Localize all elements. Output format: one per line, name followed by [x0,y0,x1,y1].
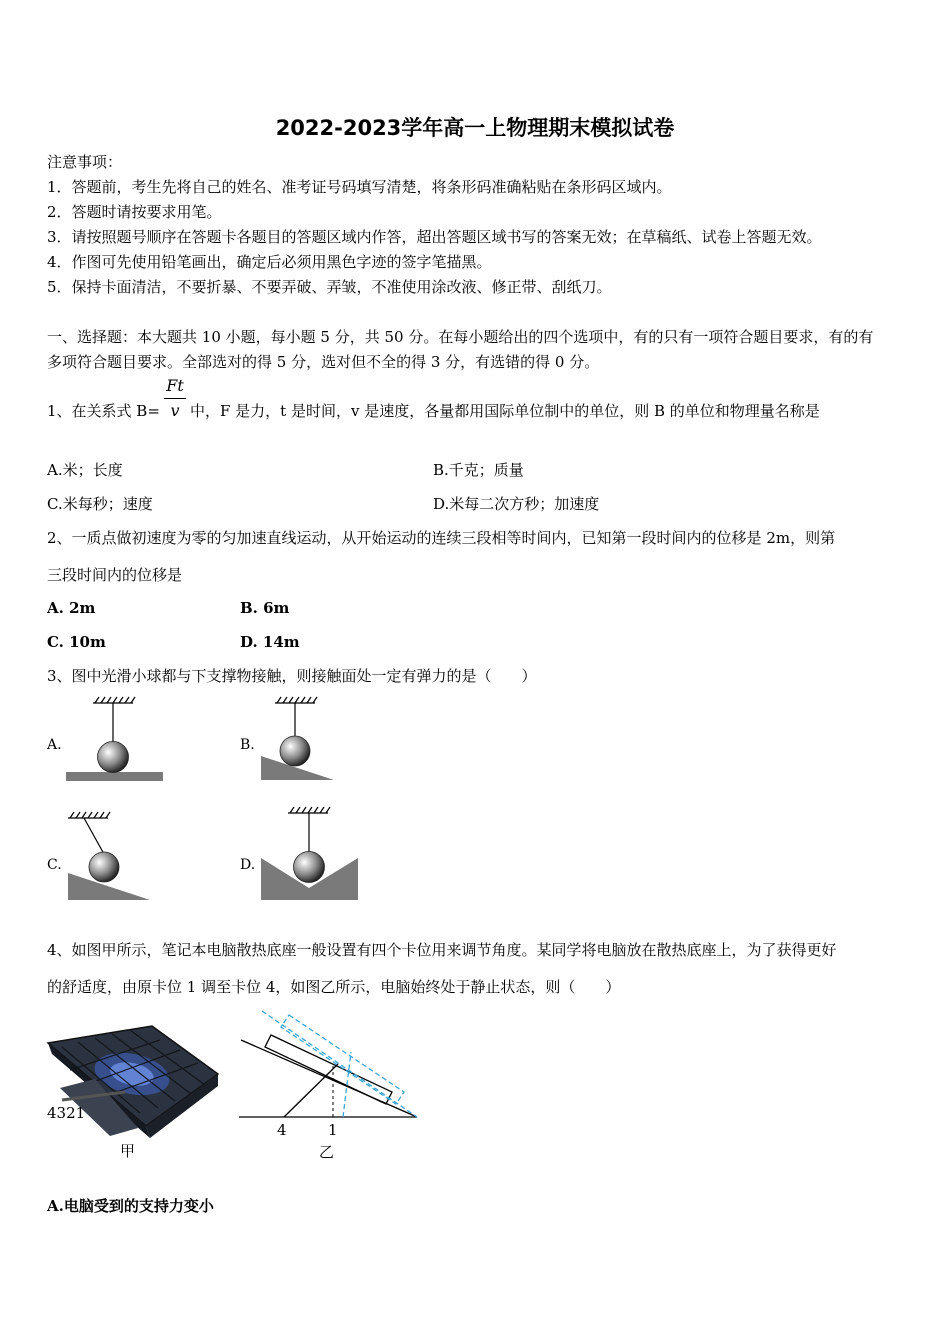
q1-prefix: 1、在关系式 B= [47,402,160,420]
q3-label-d: D. [240,857,256,873]
q3-stem: 3、图中光滑小球都与下支撑物接触，则接触面处一定有弹力的是（ ） [47,667,537,685]
figure-yi-caption: 乙 [319,1143,335,1161]
q1-fraction-denominator: v [170,401,180,420]
figure-jia-slot-numbers: 4321 [47,1104,86,1122]
q3-label-b: B. [240,737,255,753]
figure-yi-mark-4: 4 [277,1121,287,1139]
q2-stem-line2: 三段时间内的位移是 [47,566,183,584]
page-title: 2022-2023学年高一上物理期末模拟试卷 [275,116,675,140]
figure-jia-caption: 甲 [120,1142,136,1160]
notice-item-5: 5．保持卡面清洁，不要折暴、不要弄破、弄皱，不准使用涂改液、修正带、刮纸刀。 [47,278,612,296]
q1-option-a: A.米；长度 [47,461,123,479]
notice-item-4: 4．作图可先使用铅笔画出，确定后必须用黑色字迹的签字笔描黑。 [47,253,492,271]
q1-suffix: 中，F 是力，t 是时间，v 是速度，各量都用国际单位制中的单位，则 B 的单位和物理量名称是 [190,402,820,420]
q2-option-b: B. 6m [240,599,290,617]
q3-label-c: C. [47,857,62,873]
figure-yi-diagram [239,1011,417,1117]
section-intro-line2: 多项符合题目要求。全部选对的得 5 分，选对但不全的得 3 分，有选错的得 0 分。 [47,353,600,371]
notice-item-2: 2．答题时请按要求用笔。 [47,203,222,221]
figure-yi-mark-1: 1 [328,1121,338,1139]
q3-label-a: A. [47,737,62,753]
notice-item-3: 3．请按照题号顺序在答题卡各题目的答题区域内作答，超出答题区域书写的答案无效；在草稿纸、试卷上答题无效。 [47,228,822,246]
q2-option-c: C. 10m [47,633,106,651]
q2-option-a: A. 2m [47,599,96,617]
q1-option-c: C.米每秒；速度 [47,495,153,513]
q1-option-d: D.米每二次方秒；加速度 [433,495,600,513]
q4-stem-line1: 4、如图甲所示，笔记本电脑散热底座一般设置有四个卡位用来调节角度。某同学将电脑放在散热底座上，为了获得更好 [47,941,837,959]
q2-option-d: D. 14m [240,633,300,651]
q1-option-b: B.千克；质量 [433,461,524,479]
section-intro-line1: 一、选择题：本大题共 10 小题，每小题 5 分，共 50 分。在每小题给出的四个选项中，有的只有一项符合题目要求，有的有 [47,328,874,346]
q2-stem-line1: 2、一质点做初速度为零的匀加速直线运动，从开始运动的连续三段相等时间内，已知第一段时间内的位移是 2m，则第 [47,529,836,547]
q4-stem-line2: 的舒适度，由原卡位 1 调至卡位 4，如图乙所示，电脑始终处于静止状态，则（ ） [47,978,621,996]
notice-heading: 注意事项： [47,153,123,171]
q1-fraction-numerator: Ft [166,376,184,395]
notice-item-1: 1．答题前，考生先将自己的姓名、准考证号码填写清楚，将条形码准确粘贴在条形码区域内。 [47,178,672,196]
q4-option-a: A.电脑受到的支持力变小 [47,1197,214,1215]
